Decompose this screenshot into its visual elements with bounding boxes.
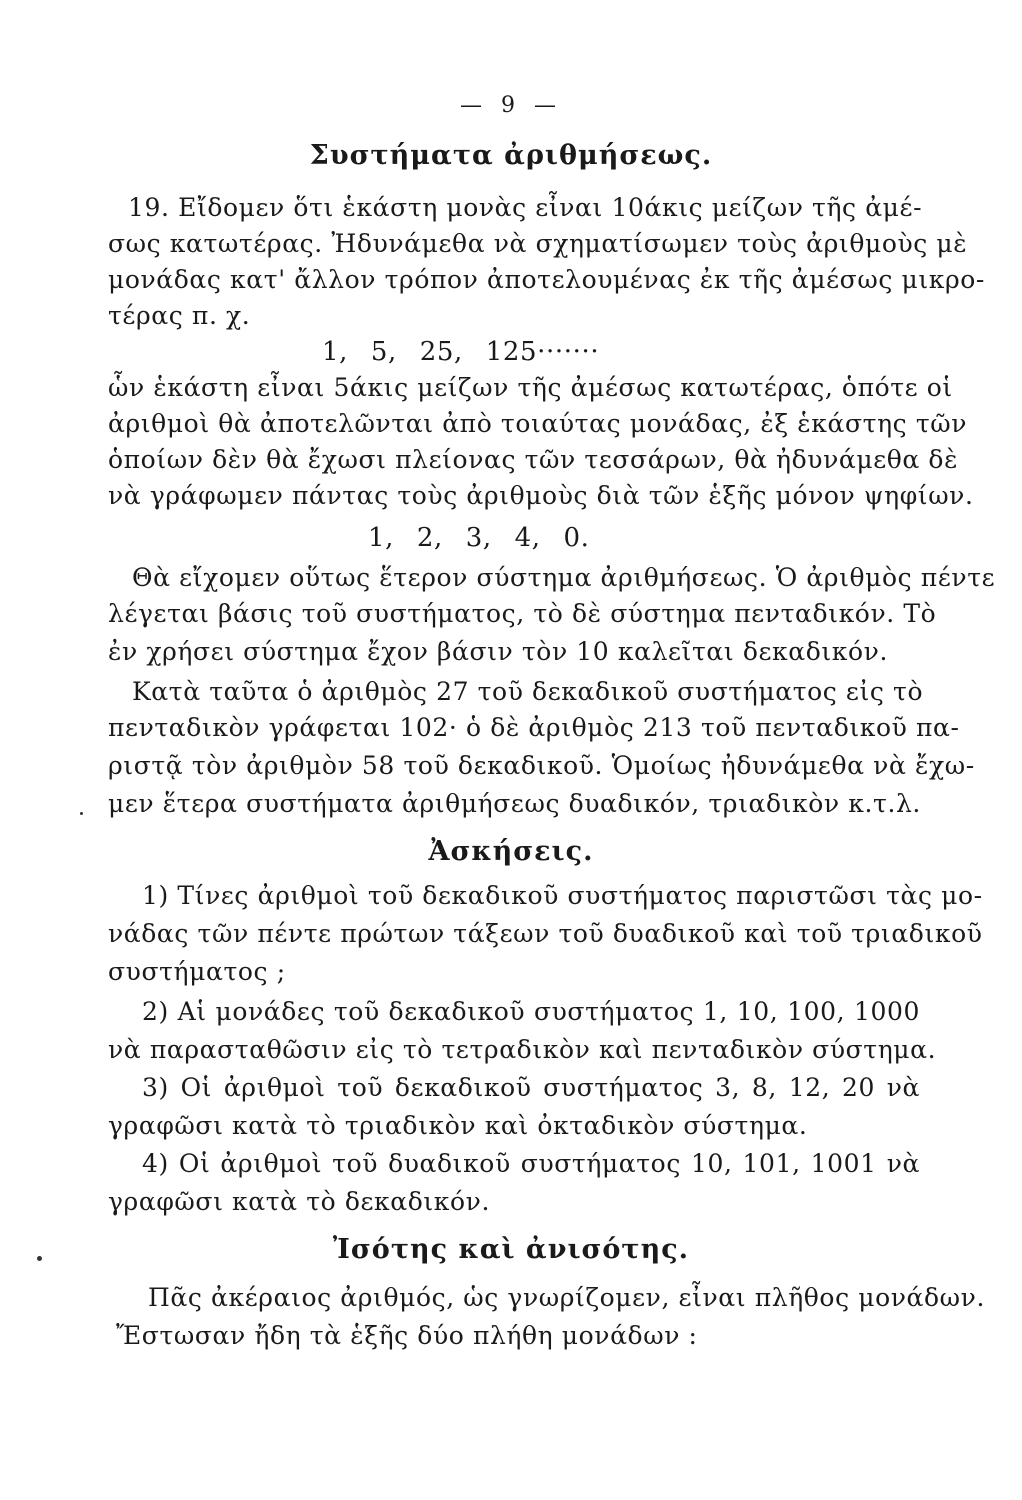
paragraph-line: λέγεται βάσις τοῦ συστήματος, τὸ δὲ σύστημα πενταδικόν. Τὸ — [108, 599, 937, 628]
section-title-exercises: Ἀσκήσεις. — [428, 836, 594, 867]
paragraph-line: Θὰ εἴχομεν οὕτως ἕτερον σύστημα ἀριθμήσεως. Ὁ ἀριθμὸς πέντε — [132, 563, 996, 592]
paragraph-line: ριστᾷ τὸν ἀριθμὸν 58 τοῦ δεκαδικοῦ. Ὁμοίως ἠδυνάμεθα νὰ ἔχω- — [108, 751, 975, 780]
exercise-item: 2) Αἱ μονάδες τοῦ δεκαδικοῦ συστήματος 1, 10, 100, 1000 — [142, 997, 920, 1026]
paragraph-line: μεν ἕτερα συστήματα ἀριθμήσεως δυαδικόν, τριαδικὸν κ.τ.λ. — [108, 789, 921, 818]
section-title-equality: Ἰσότης καὶ ἀνισότης. — [332, 1234, 690, 1265]
exercise-line: νάδας τῶν πέντε πρώτων τάξεων τοῦ δυαδικοῦ καὶ τοῦ τριαδικοῦ — [108, 919, 983, 948]
paragraph-line: 19. Εἴδομεν ὅτι ἑκάστη μονὰς εἶναι 10άκις μείζων τῆς ἀμέ- — [128, 193, 923, 222]
paragraph-line: Κατὰ ταῦτα ὁ ἀριθμὸς 27 τοῦ δεκαδικοῦ συστήματος εἰς τὸ — [132, 677, 924, 706]
exercise-item: 1) Τίνες ἀριθμοὶ τοῦ δεκαδικοῦ συστήματος παριστῶσι τὰς μο- — [142, 881, 983, 910]
exercise-item: 4) Οἱ ἀριθμοὶ τοῦ δυαδικοῦ συστήματος 10, 101, 1001 νὰ — [142, 1149, 920, 1178]
paragraph-line: σως κατωτέρας. Ἠδυνάμεθα νὰ σχηματίσωμεν τοὺς ἀριθμοὺς μὲ — [108, 229, 968, 258]
exercise-line: συστήματος ; — [108, 957, 286, 986]
exercise-item: 3) Οἱ ἀριθμοὶ τοῦ δεκαδικοῦ συστήματος 3, 8, 12, 20 νὰ — [142, 1073, 920, 1102]
digit-series: 1, 2, 3, 4, 0. — [368, 523, 590, 553]
section-title-numeration-systems: Συστήματα ἀριθμήσεως. — [309, 140, 713, 171]
exercise-line: γραφῶσι κατὰ τὸ τριαδικὸν καὶ ὀκταδικὸν σύστημα. — [108, 1111, 808, 1140]
speck-mark — [37, 1256, 42, 1261]
paragraph-line: Πᾶς ἀκέραιος ἀριθμός, ὡς γνωρίζομεν, εἶναι πλῆθος μονάδων. — [148, 1283, 985, 1312]
exercise-line: νὰ παρασταθῶσιν εἰς τὸ τετραδικὸν καὶ πενταδικὸν σύστημα. — [108, 1035, 937, 1064]
paragraph-line: ὧν ἑκάστη εἶναι 5άκις μείζων τῆς ἀμέσως κατωτέρας, ὁπότε οἱ — [108, 373, 953, 402]
paragraph-line: ἀριθμοὶ θὰ ἀποτελῶνται ἀπὸ τοιαύτας μονάδας, ἐξ ἑκάστης τῶν — [108, 409, 968, 438]
paragraph-line: ἐν χρήσει σύστημα ἔχον βάσιν τὸν 10 καλεῖται δεκαδικόν. — [108, 637, 889, 666]
page-number: — 9 — — [460, 93, 562, 118]
speck-mark — [80, 812, 83, 815]
paragraph-line: Ἔστωσαν ἤδη τὰ ἑξῆς δύο πλήθη μονάδων : — [116, 1321, 698, 1350]
paragraph-line: μονάδας κατ' ἄλλον τρόπον ἀποτελουμένας ἐκ τῆς ἀμέσως μικρο- — [108, 265, 985, 294]
paragraph-line: τέρας π. χ. — [108, 301, 251, 330]
paragraph-line: πενταδικὸν γράφεται 102· ὁ δὲ ἀριθμὸς 213 τοῦ πενταδικοῦ πα- — [108, 713, 960, 742]
paragraph-line: ὁποίων δὲν θὰ ἔχωσι πλείονας τῶν τεσσάρων, θὰ ἠδυνάμεθα δὲ — [108, 445, 959, 474]
exercise-line: γραφῶσι κατὰ τὸ δεκαδικόν. — [108, 1187, 491, 1216]
number-series: 1, 5, 25, 125······· — [322, 337, 600, 367]
paragraph-line: νὰ γράφωμεν πάντας τοὺς ἀριθμοὺς διὰ τῶν ἑξῆς μόνον ψηφίων. — [108, 481, 974, 510]
